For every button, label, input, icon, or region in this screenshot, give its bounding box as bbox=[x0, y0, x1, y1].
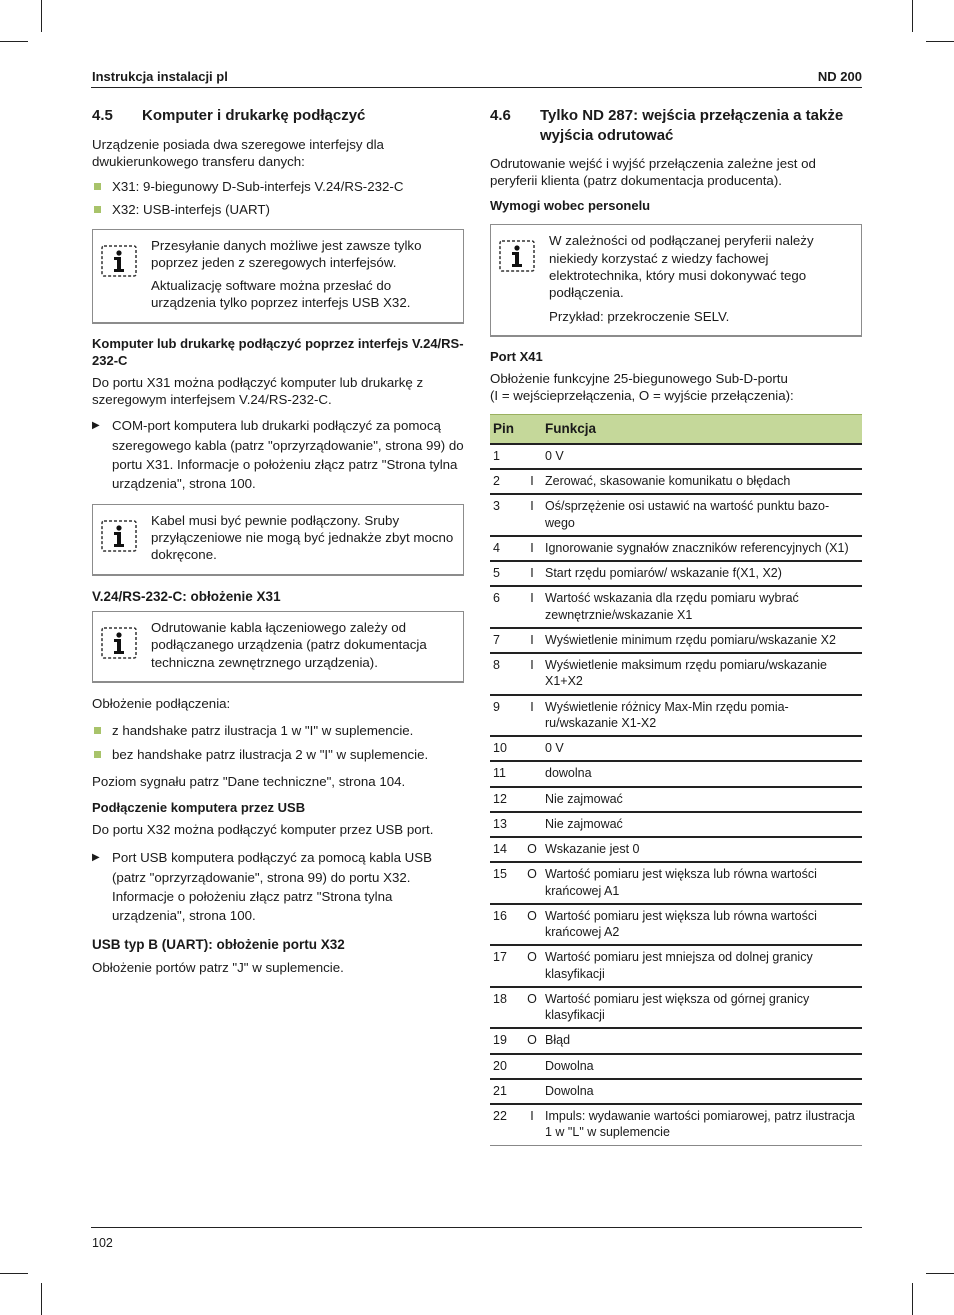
paragraph-line: (I = wejściеprzełączenia, O = wyjście przełączenia): bbox=[490, 388, 794, 404]
direction-cell: O bbox=[522, 945, 542, 987]
function-cell: Wyświetlenie maksimum rzędu pomiaru/wskazanie X1+X2 bbox=[542, 653, 862, 695]
crop-mark bbox=[41, 0, 42, 32]
step-text: Port USB komputera podłączyć za pomocą kabla USB (patrz "oprzyrządowanie", strona 99) do portu X32. Informacje o położeniu złącz patrz "Strona tylna urządzenia", strona 100. bbox=[112, 850, 433, 924]
paragraph: Urządzenie posiada dwa szeregowe interfejsy dla dwukierunkowego transferu danych: bbox=[92, 136, 384, 169]
pin-cell: 9 bbox=[490, 695, 522, 737]
info-note bbox=[92, 504, 464, 576]
function-cell: Oś/sprzężenie osi ustawić na wartość punktu bazo-wego bbox=[542, 494, 862, 536]
direction-cell: I bbox=[522, 628, 542, 653]
direction-cell: I bbox=[522, 1104, 542, 1145]
table-row bbox=[490, 494, 862, 536]
info-note bbox=[92, 229, 464, 324]
column-header-function: Funkcja bbox=[542, 415, 862, 444]
table-row bbox=[490, 653, 862, 695]
table-row bbox=[490, 1054, 862, 1079]
section-heading: Komputer i drukarkę podłączyć bbox=[142, 107, 366, 124]
table-body bbox=[490, 444, 862, 1145]
crop-mark bbox=[0, 1273, 28, 1274]
pin-cell: 20 bbox=[490, 1054, 522, 1079]
header-doc-title: Instrukcja instalacji pl bbox=[92, 69, 228, 84]
list-item: bez handshake patrz ilustracja 2 w "I" w suplemencie. bbox=[92, 746, 464, 763]
direction-cell: O bbox=[522, 837, 542, 862]
direction-cell: I bbox=[522, 653, 542, 695]
table-row bbox=[490, 862, 862, 904]
pin-cell: 12 bbox=[490, 787, 522, 812]
pin-cell: 1 bbox=[490, 444, 522, 469]
table-row bbox=[490, 736, 862, 761]
function-cell: Wartość pomiaru jest większa od górnej granicy klasyfikacji bbox=[542, 987, 862, 1029]
note-text: Przykład: przekroczenie SELV. bbox=[549, 308, 730, 324]
triangle-right-icon: ▶ bbox=[92, 420, 100, 432]
function-cell: Wartość pomiaru jest większa lub równa wartości krańcowej A1 bbox=[542, 862, 862, 904]
note-text: Aktualizację software można przesłać do urządzenia tylko poprzez interfejs USB X32. bbox=[151, 278, 411, 311]
direction-cell bbox=[522, 736, 542, 761]
crop-mark bbox=[0, 41, 28, 42]
note-text: Przesyłanie danych możliwe jest zawsze tylko poprzez jeden z szeregowych interfejsów. bbox=[151, 237, 422, 270]
list-item: X32: USB-interfejs (UART) bbox=[92, 201, 464, 218]
direction-cell bbox=[522, 1079, 542, 1104]
table-row bbox=[490, 761, 862, 786]
pin-cell: 18 bbox=[490, 987, 522, 1029]
direction-cell bbox=[522, 787, 542, 812]
step-text: COM-port komputera lub drukarki podłączyć za pomocą szeregowego kabla (patrz "oprzyrządowanie", strona 99) do portu X31. Informacje o położeniu złącz patrz "Strona tylna urządzenia", strona 100. bbox=[112, 418, 464, 492]
table-row bbox=[490, 561, 862, 586]
direction-cell: O bbox=[522, 1028, 542, 1053]
paragraph: Obłożenie portów patrz "J" w suplemencie. bbox=[92, 960, 344, 976]
section-number: 4.5 bbox=[92, 107, 113, 124]
function-cell: Wyświetlenie różnicy Max-Min rzędu pomia-ru/wskazanie X1-X2 bbox=[542, 695, 862, 737]
section-title-4-6 bbox=[490, 106, 862, 145]
function-cell: Dowolna bbox=[542, 1079, 862, 1104]
table-header-row bbox=[490, 415, 862, 444]
direction-cell: I bbox=[522, 469, 542, 494]
paragraph bbox=[490, 370, 862, 405]
pin-cell: 6 bbox=[490, 586, 522, 628]
crop-mark bbox=[912, 0, 913, 32]
note-text: Kabel musi być pewnie podłączony. Sruby przyłączeniowe nie mogą być jednakże zbyt mocno dokręcone. bbox=[151, 512, 454, 563]
table-row bbox=[490, 695, 862, 737]
table-row bbox=[490, 945, 862, 987]
pin-cell: 22 bbox=[490, 1104, 522, 1145]
table-row bbox=[490, 837, 862, 862]
subheading: Port X41 bbox=[490, 348, 543, 364]
function-cell: Wartość pomiaru jest większa lub równa wartości krańcowej A2 bbox=[542, 904, 862, 946]
table-row bbox=[490, 1079, 862, 1104]
table-row bbox=[490, 812, 862, 837]
info-note bbox=[490, 224, 862, 336]
subheading: V.24/RS-232-C: obłożenie X31 bbox=[92, 588, 281, 604]
direction-cell: I bbox=[522, 494, 542, 536]
info-icon bbox=[101, 237, 151, 312]
function-cell: Zerować, skasowanie komunikatu o błędach bbox=[542, 469, 862, 494]
pin-cell: 11 bbox=[490, 761, 522, 786]
page-number: 102 bbox=[92, 1236, 113, 1250]
direction-cell bbox=[522, 1054, 542, 1079]
pin-cell: 21 bbox=[490, 1079, 522, 1104]
list-item: z handshake patrz ilustracja 1 w "I" w suplemencie. bbox=[92, 722, 464, 739]
pin-cell: 17 bbox=[490, 945, 522, 987]
function-cell: Nie zajmować bbox=[542, 787, 862, 812]
info-icon bbox=[101, 512, 151, 564]
crop-mark bbox=[926, 41, 954, 42]
function-cell: Start rzędu pomiarów/ wskazanie f(X1, X2) bbox=[542, 561, 862, 586]
pin-cell: 14 bbox=[490, 837, 522, 862]
pin-table bbox=[490, 414, 862, 1145]
table-row bbox=[490, 1028, 862, 1053]
direction-cell: O bbox=[522, 987, 542, 1029]
table-row bbox=[490, 787, 862, 812]
paragraph: Odrutowanie wejść i wyjść przełączenia zależne jest od peryferii klienta (patrz dokumentacja producenta). bbox=[490, 156, 816, 189]
section-heading: Tylko ND 287: wejścia przełączenia a także wyjścia odrutować bbox=[540, 107, 844, 144]
paragraph-line: Obłożenie funkcyjne 25-biegunowego Sub-D-portu bbox=[490, 370, 788, 386]
left-column bbox=[92, 106, 464, 985]
subheading: Podłączenie komputera przez USB bbox=[92, 800, 306, 816]
direction-cell: O bbox=[522, 862, 542, 904]
paragraph: Poziom sygnału patrz "Dane techniczne", strona 104. bbox=[92, 773, 406, 789]
pin-cell: 13 bbox=[490, 812, 522, 837]
column-header-pin: Pin bbox=[490, 415, 542, 444]
pin-cell: 10 bbox=[490, 736, 522, 761]
direction-cell: O bbox=[522, 904, 542, 946]
function-cell: 0 V bbox=[542, 444, 862, 469]
section-number: 4.6 bbox=[490, 107, 511, 124]
info-icon bbox=[101, 619, 151, 671]
crop-mark bbox=[926, 1273, 954, 1274]
function-cell: Wyświetlenie minimum rzędu pomiaru/wskazanie X2 bbox=[542, 628, 862, 653]
pin-cell: 15 bbox=[490, 862, 522, 904]
function-cell: Impuls: wydawanie wartości pomiarowej, patrz ilustracja 1 w "L" w suplemencie bbox=[542, 1104, 862, 1145]
subheading: Wymogi wobec personelu bbox=[490, 197, 651, 213]
triangle-right-icon: ▶ bbox=[92, 852, 100, 864]
table-row bbox=[490, 444, 862, 469]
footer-rule bbox=[91, 1227, 862, 1228]
table-row bbox=[490, 469, 862, 494]
function-cell: Wartość wskazania dla rzędu pomiaru wybrać zewnętrznie/wskazanie X1 bbox=[542, 586, 862, 628]
crop-mark bbox=[912, 1283, 913, 1315]
list-item: X31: 9-biegunowy D-Sub-interfejs V.24/RS-232-C bbox=[92, 178, 464, 195]
table-row bbox=[490, 628, 862, 653]
function-cell: Wskazanie jest 0 bbox=[542, 837, 862, 862]
pin-cell: 16 bbox=[490, 904, 522, 946]
direction-cell: I bbox=[522, 561, 542, 586]
pin-cell: 4 bbox=[490, 536, 522, 561]
bullet-list bbox=[92, 722, 464, 763]
paragraph: Obłożenie podłączenia: bbox=[92, 695, 231, 711]
instruction-step bbox=[92, 416, 464, 494]
subheading: Komputer lub drukarkę podłączyć poprzez interfejs V.24/RS-232-C bbox=[92, 335, 464, 368]
table-row bbox=[490, 904, 862, 946]
function-cell: 0 V bbox=[542, 736, 862, 761]
direction-cell: I bbox=[522, 586, 542, 628]
direction-cell: I bbox=[522, 695, 542, 737]
direction-cell bbox=[522, 444, 542, 469]
paragraph: Do portu X32 można podłączyć komputer przez USB port. bbox=[92, 821, 434, 837]
function-cell: dowolna bbox=[542, 761, 862, 786]
bullet-list bbox=[92, 178, 464, 219]
direction-cell: I bbox=[522, 536, 542, 561]
direction-cell bbox=[522, 812, 542, 837]
info-icon bbox=[499, 232, 549, 324]
function-cell: Wartość pomiaru jest mniejsza od dolnej granicy klasyfikacji bbox=[542, 945, 862, 987]
function-cell: Ignorowanie sygnałów znaczników referencyjnych (X1) bbox=[542, 536, 862, 561]
table-row bbox=[490, 1104, 862, 1145]
pin-cell: 2 bbox=[490, 469, 522, 494]
pin-cell: 19 bbox=[490, 1028, 522, 1053]
subheading: USB typ B (UART): obłożenie portu X32 bbox=[92, 936, 345, 952]
pin-cell: 7 bbox=[490, 628, 522, 653]
section-title-4-5 bbox=[92, 106, 464, 126]
table-row bbox=[490, 536, 862, 561]
instruction-step bbox=[92, 848, 464, 926]
function-cell: Dowolna bbox=[542, 1054, 862, 1079]
note-text: W zależności od podłączanej peryferii należy niekiedy korzystać z wiedzy fachowej elektrotechnika, który musi dokonywać tego podłączenia. bbox=[549, 233, 814, 301]
function-cell: Błąd bbox=[542, 1028, 862, 1053]
info-note bbox=[92, 611, 464, 683]
header-rule bbox=[91, 87, 862, 88]
header-product: ND 200 bbox=[817, 69, 862, 84]
pin-cell: 8 bbox=[490, 653, 522, 695]
right-column bbox=[490, 106, 862, 1146]
note-text: Odrutowanie kabla łączeniowego zależy od podłączanego urządzenia (patrz dokumentacja techniczna zewnętrznego urządzenia). bbox=[151, 620, 427, 670]
function-cell: Nie zajmować bbox=[542, 812, 862, 837]
crop-mark bbox=[41, 1283, 42, 1315]
direction-cell bbox=[522, 761, 542, 786]
table-row bbox=[490, 987, 862, 1029]
pin-cell: 5 bbox=[490, 561, 522, 586]
paragraph: Do portu X31 można podłączyć komputer lub drukarkę z szeregowym interfejsem V.24/RS-232-C. bbox=[92, 374, 424, 407]
table-row bbox=[490, 586, 862, 628]
pin-cell: 3 bbox=[490, 494, 522, 536]
